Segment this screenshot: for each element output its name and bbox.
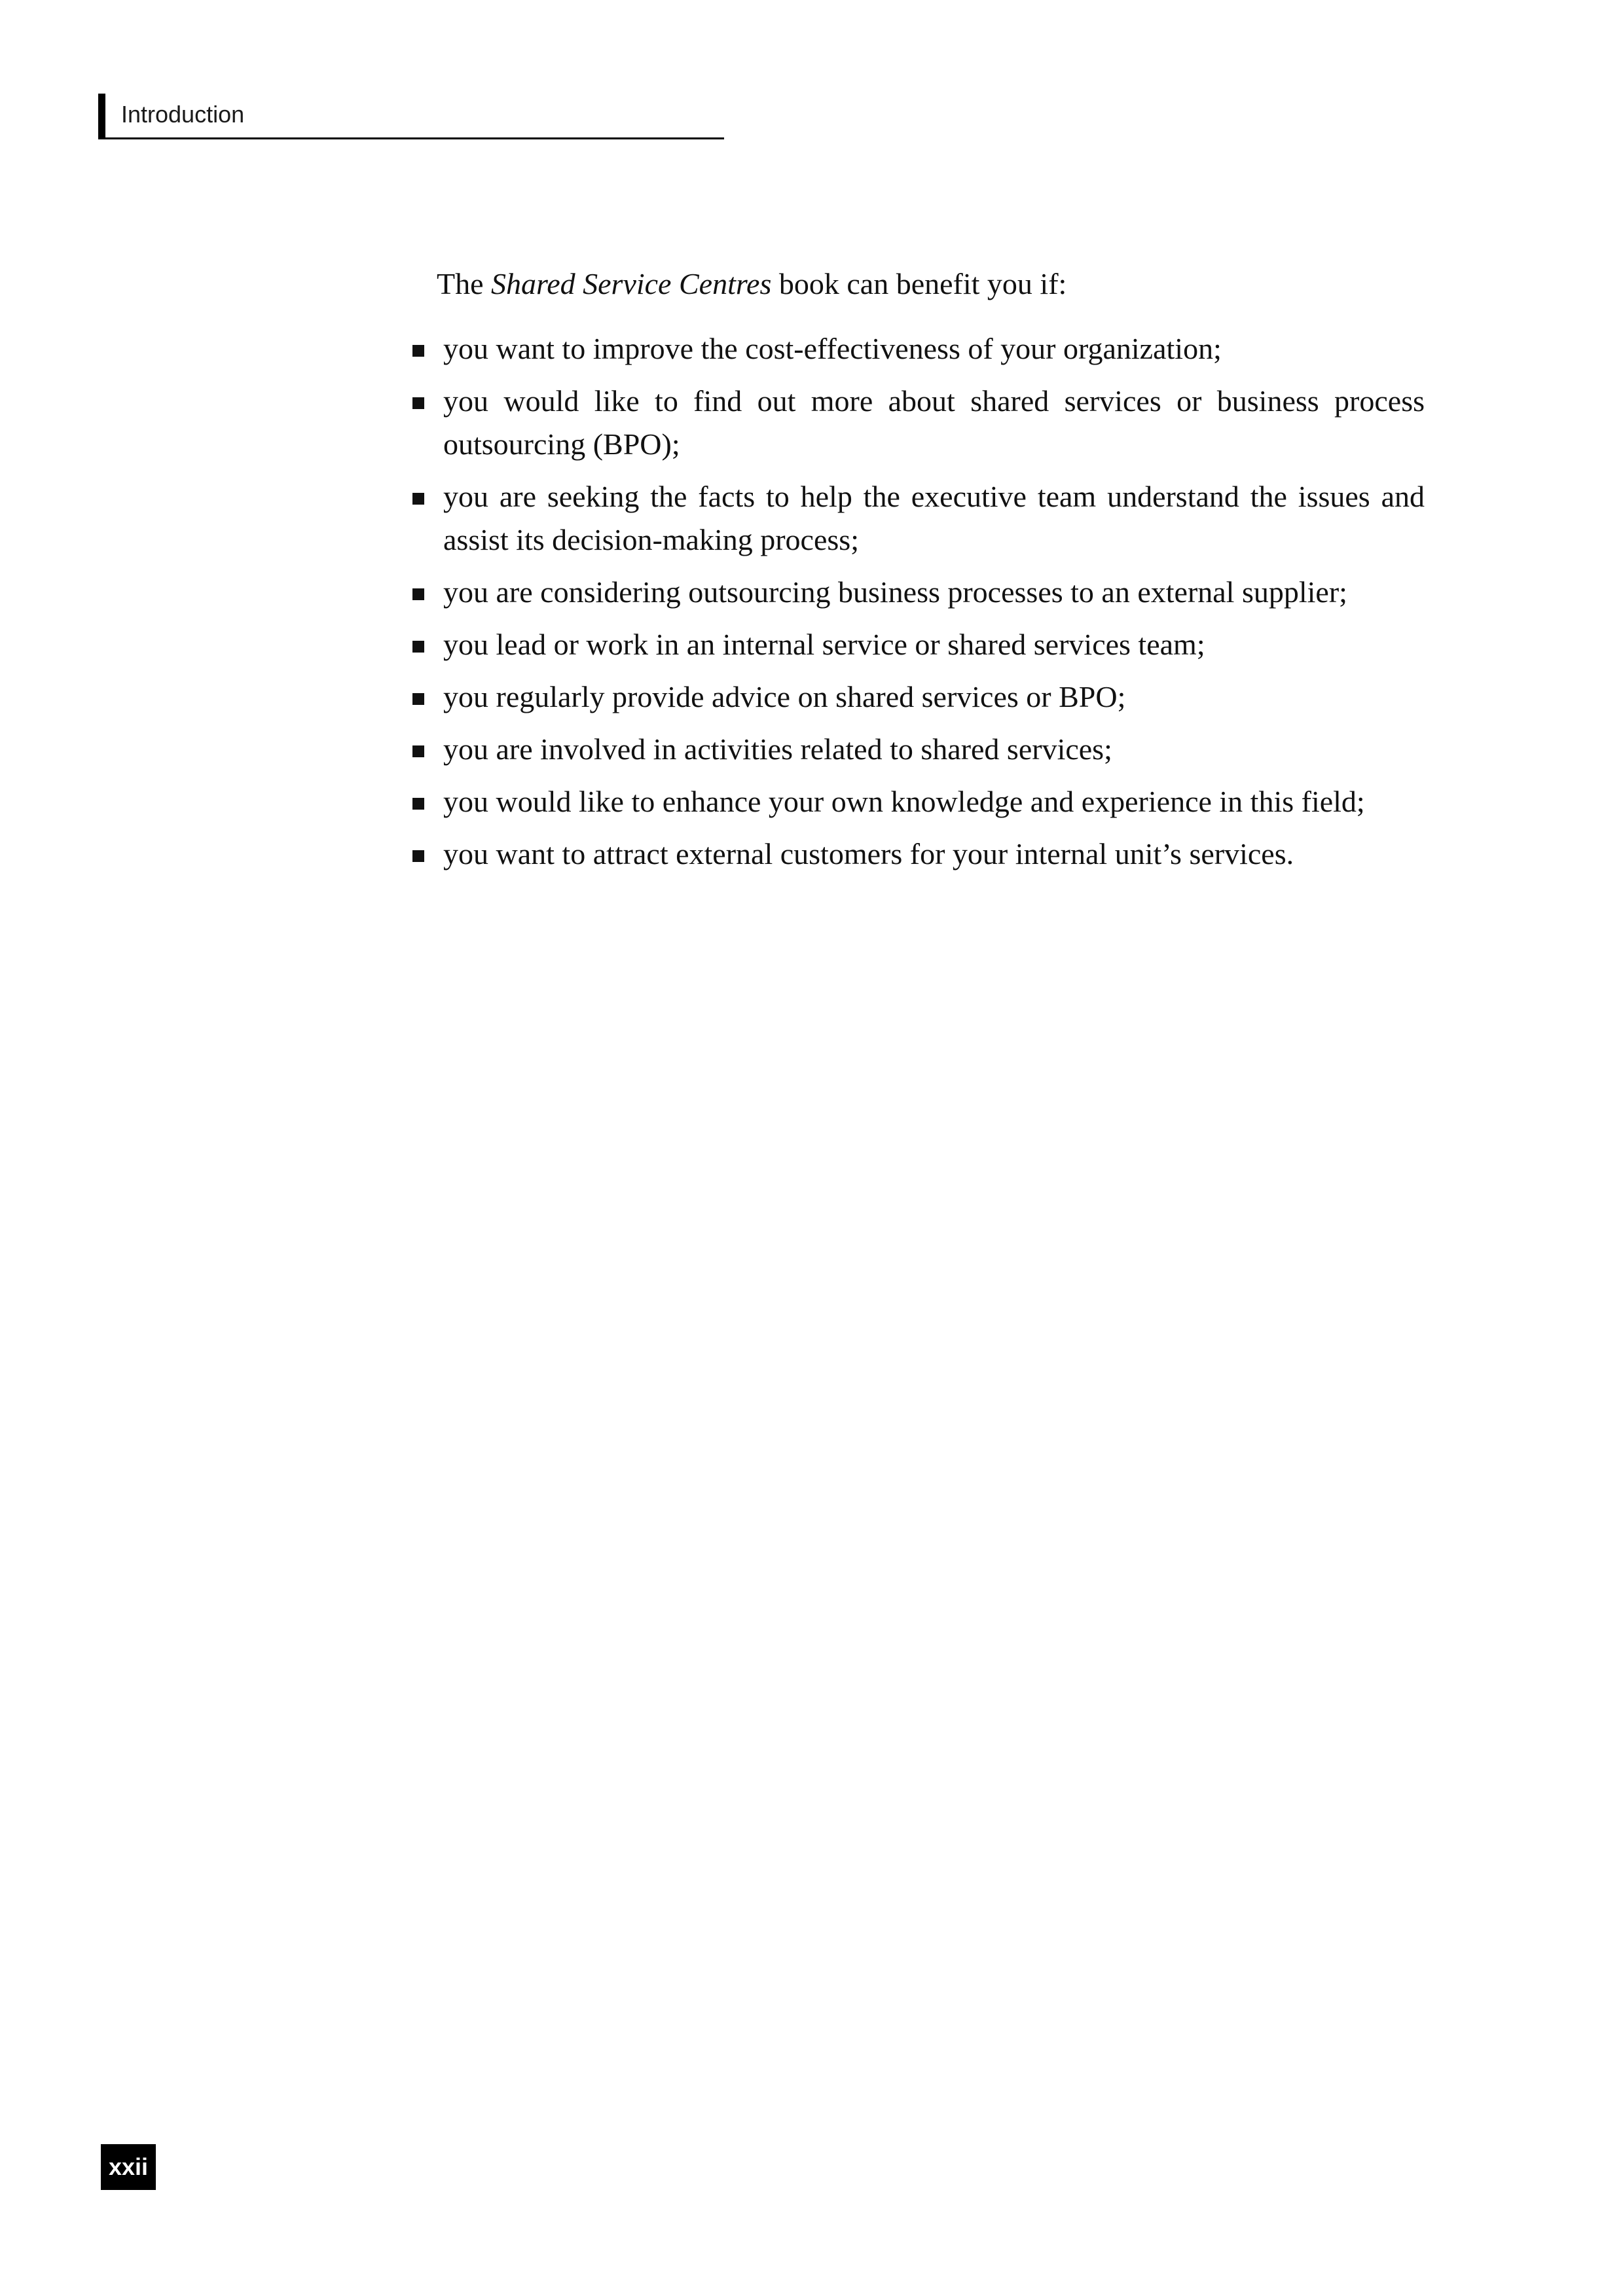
list-item-text: you want to improve the cost-effectiveness of your organization;: [443, 332, 1222, 365]
intro-prefix: The: [437, 267, 492, 300]
list-item: [406, 780, 1425, 823]
benefits-list: [406, 327, 1425, 876]
square-bullet-icon: [412, 493, 424, 505]
list-item-text: you would like to find out more about shared services or business process outsourcing (BPO);: [443, 384, 1425, 461]
list-item-text: you are involved in activities related to shared services;: [443, 732, 1112, 766]
list-item-text: you regularly provide advice on shared services or BPO;: [443, 680, 1126, 713]
list-item-text: you are seeking the facts to help the executive team understand the issues and assist its decision-making process;: [443, 480, 1425, 556]
square-bullet-icon: [412, 641, 424, 653]
square-bullet-icon: [412, 588, 424, 600]
list-item: [406, 623, 1425, 666]
page-number: xxii: [101, 2144, 156, 2190]
square-bullet-icon: [412, 693, 424, 705]
list-item: [406, 327, 1425, 370]
list-item-text: you would like to enhance your own knowledge and experience in this field;: [443, 785, 1365, 818]
list-item: [406, 571, 1425, 614]
square-bullet-icon: [412, 798, 424, 810]
square-bullet-icon: [412, 397, 424, 409]
list-item-text: you want to attract external customers for your internal unit’s services.: [443, 837, 1294, 870]
intro-suffix: book can benefit you if:: [771, 267, 1067, 300]
square-bullet-icon: [412, 850, 424, 862]
list-item: [406, 380, 1425, 466]
book-title: Shared Service Centres: [491, 267, 772, 300]
intro-sentence: [437, 257, 1425, 312]
list-item-text: you are considering outsourcing business processes to an external supplier;: [443, 575, 1347, 609]
list-item: [406, 675, 1425, 719]
running-head: [98, 94, 724, 139]
square-bullet-icon: [412, 745, 424, 757]
list-item-text: you lead or work in an internal service or shared services team;: [443, 628, 1205, 661]
list-item: [406, 833, 1425, 876]
main-content: [406, 257, 1425, 885]
list-item: [406, 475, 1425, 562]
running-head-label: Introduction: [121, 101, 245, 128]
list-item: [406, 728, 1425, 771]
square-bullet-icon: [412, 345, 424, 357]
